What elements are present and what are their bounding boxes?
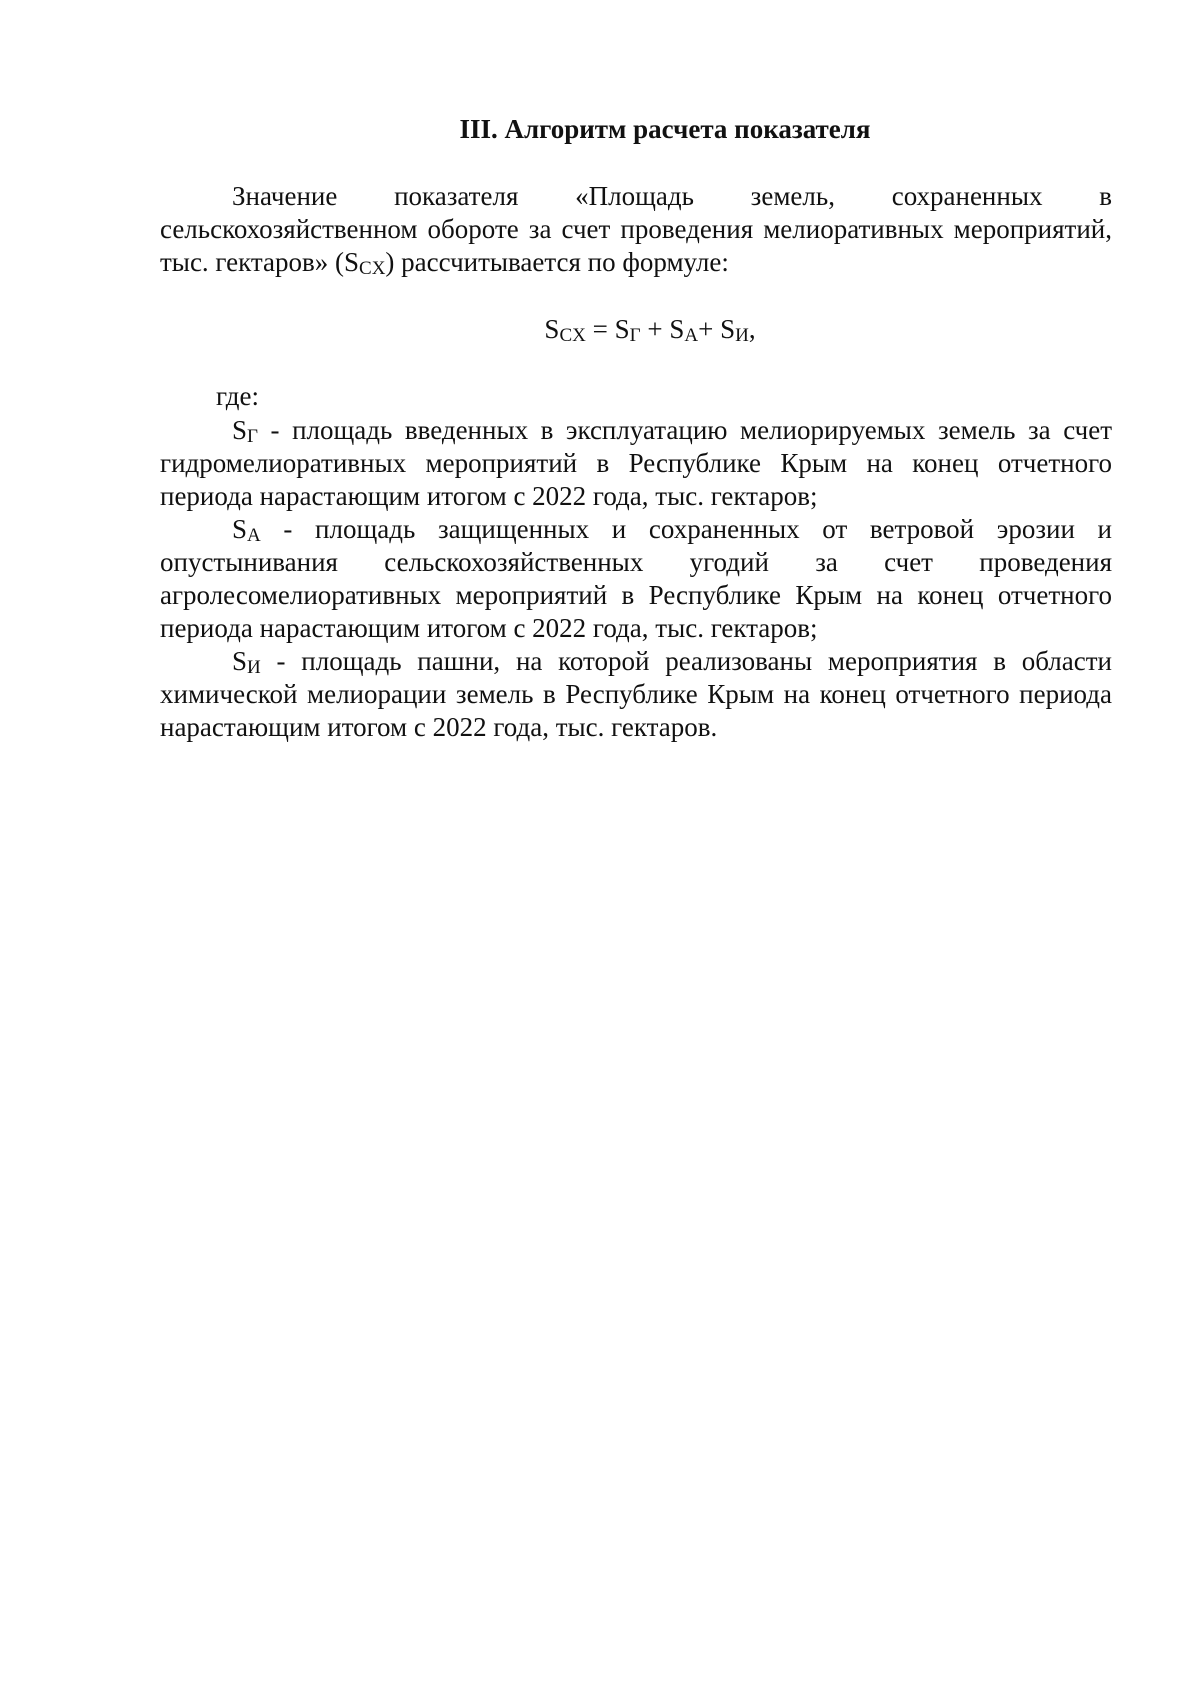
definition-symbol: S [232,514,248,544]
formula-term-a: S [669,314,685,344]
formula-lhs-sub: CX [559,325,586,346]
intro-subscript: CX [359,258,386,279]
formula-comma: , [748,314,756,344]
formula-plus: + [640,314,670,344]
formula-equals: = [585,314,615,344]
intro-paragraph [160,180,1112,279]
definition-symbol: S [232,415,248,445]
definition-text: - площадь пашни, на которой реализованы мероприятия в области химической мелиорации земель в Республике Крым на конец отчетного периода нарастающим итогом с 2022 года, тыс. гектаров. [160,646,1112,742]
definition-symbol-sub: A [247,525,261,546]
definition-text: - площадь введенных в эксплуатацию мелиорируемых земель за счет гидромелиоративных мероприятий в Республике Крым на конец отчетного периода нарастающим итогом с 2022 года, тыс. гектаров; [160,415,1112,511]
definition-item [160,645,1112,744]
formula-lhs: S [544,314,560,344]
definition-text: - площадь защищенных и сохраненных от ветровой эрозии и опустынивания сельскохозяйственных угодий за счет проведения агролесомелиоративных мероприятий в Республике Крым на конец отчетного периода нарастающим итогом с 2022 года, тыс. гектаров; [160,514,1112,643]
section-heading: III. Алгоритм расчета показателя [459,114,871,144]
formula-term-i-sub: И [735,325,749,346]
where-label: где: [216,381,259,411]
formula-term-i: S [720,314,736,344]
formula-term-a-sub: A [684,325,699,346]
definition-item [160,414,1112,513]
definition-symbol: S [232,646,248,676]
formula-term-g: S [614,314,630,344]
intro-text-after: ) рассчитывается по формуле: [385,247,729,277]
definitions-list [160,414,1112,744]
definition-symbol-sub: Г [247,426,259,447]
definition-symbol-sub: И [247,657,261,678]
formula [0,312,1200,346]
definition-item [160,513,1112,645]
formula-plus: + [698,314,721,344]
formula-term-g-sub: Г [629,325,641,346]
intro-text-before: Значение показателя «Площадь земель, сохраненных в сельскохозяйственном обороте за счет проведения мелиоративных мероприятий, тыс. гектаров» (S [160,181,1112,277]
